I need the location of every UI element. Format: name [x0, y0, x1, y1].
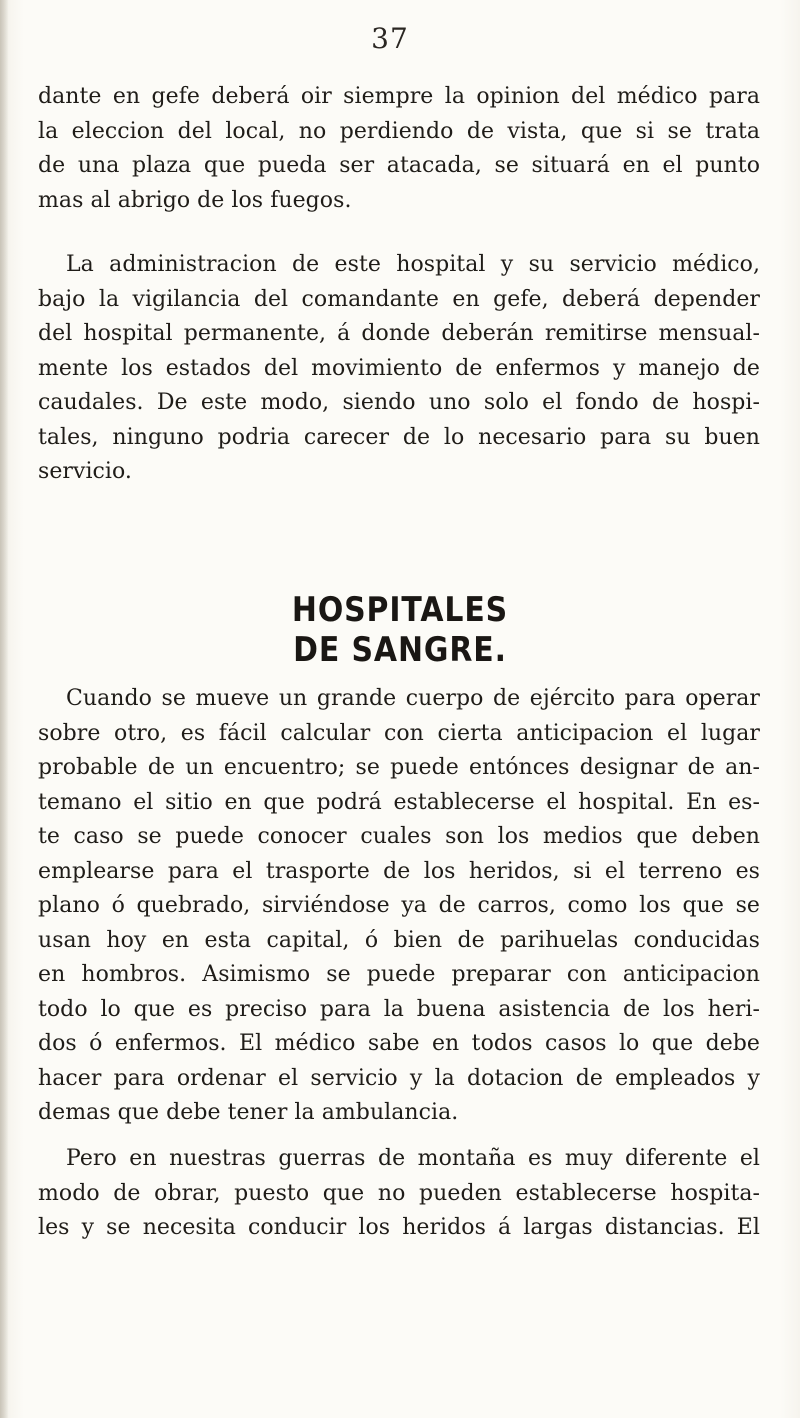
text-line: mas al abrigo de los fuegos. [38, 187, 352, 213]
text-line: demas que debe tener la ambulancia. [38, 1100, 459, 1125]
text-line: mente los estados del movimiento de enfermos y manejo de [38, 355, 760, 381]
text-line: tales, ninguno podria carecer de lo necesario para su buen [38, 424, 760, 450]
text-line: temano el sitio en que podrá establecerse el hospital. En es- [38, 789, 760, 815]
text-line: caudales. De este modo, siendo uno solo el fondo de hospi- [38, 390, 760, 415]
text-line: usan hoy en esta capital, ó bien de parihuelas conducidas [38, 927, 760, 953]
text-line: La administracion de este hospital y su servicio médico, [66, 252, 760, 277]
text-line: les y se necesita conducir los heridos á largas distancias. El [38, 1215, 760, 1240]
paragraph-2 [38, 248, 760, 490]
page-number: 37 [371, 22, 409, 55]
text-line: de una plaza que pueda ser atacada, se situará en el punto [38, 153, 760, 178]
text-line: en hombros. Asimismo se puede preparar con anticipacion [38, 962, 760, 987]
text-line: modo de obrar, puesto que no pueden establecerse hospita- [38, 1180, 760, 1206]
text-line: todo lo que es preciso para la buena asistencia de los heri- [38, 996, 760, 1022]
text-line: emplearse para el trasporte de los heridos, si el terreno es [38, 858, 760, 884]
text-line: probable de un encuentro; se puede entónces designar de an- [38, 755, 760, 780]
text-line: la eleccion del local, no perdiendo de vista, que si se trata [38, 118, 760, 144]
text-line: servicio. [38, 459, 132, 484]
text-line: Pero en nuestras guerras de montaña es muy diferente el [66, 1146, 760, 1171]
text-line: sobre otro, es fácil calcular con cierta anticipacion el lugar [38, 720, 760, 746]
paragraph-1 [38, 80, 760, 218]
section-heading: HOSPITALES DE SANGRE. [291, 590, 509, 670]
paragraph-4 [38, 1142, 760, 1246]
text-line: bajo la vigilancia del comandante en gefe, deberá depender [38, 286, 760, 312]
text-line: Cuando se mueve un grande cuerpo de ejército para operar [66, 686, 760, 711]
text-line: te caso se puede conocer cuales son los medios que deben [38, 824, 760, 849]
text-line: del hospital permanente, á donde deberán remitirse mensual- [38, 321, 760, 346]
text-line: dos ó enfermos. El médico sabe en todos casos lo que debe [38, 1031, 760, 1056]
text-line: dante en gefe deberá oir siempre la opinion del médico para [38, 84, 760, 109]
page-spine-edge [0, 0, 8, 1418]
text-line: plano ó quebrado, sirviéndose ya de carros, como los que se [38, 893, 760, 918]
text-line: hacer para ordenar el servicio y la dotacion de empleados y [38, 1065, 760, 1091]
paragraph-3 [38, 682, 760, 1131]
